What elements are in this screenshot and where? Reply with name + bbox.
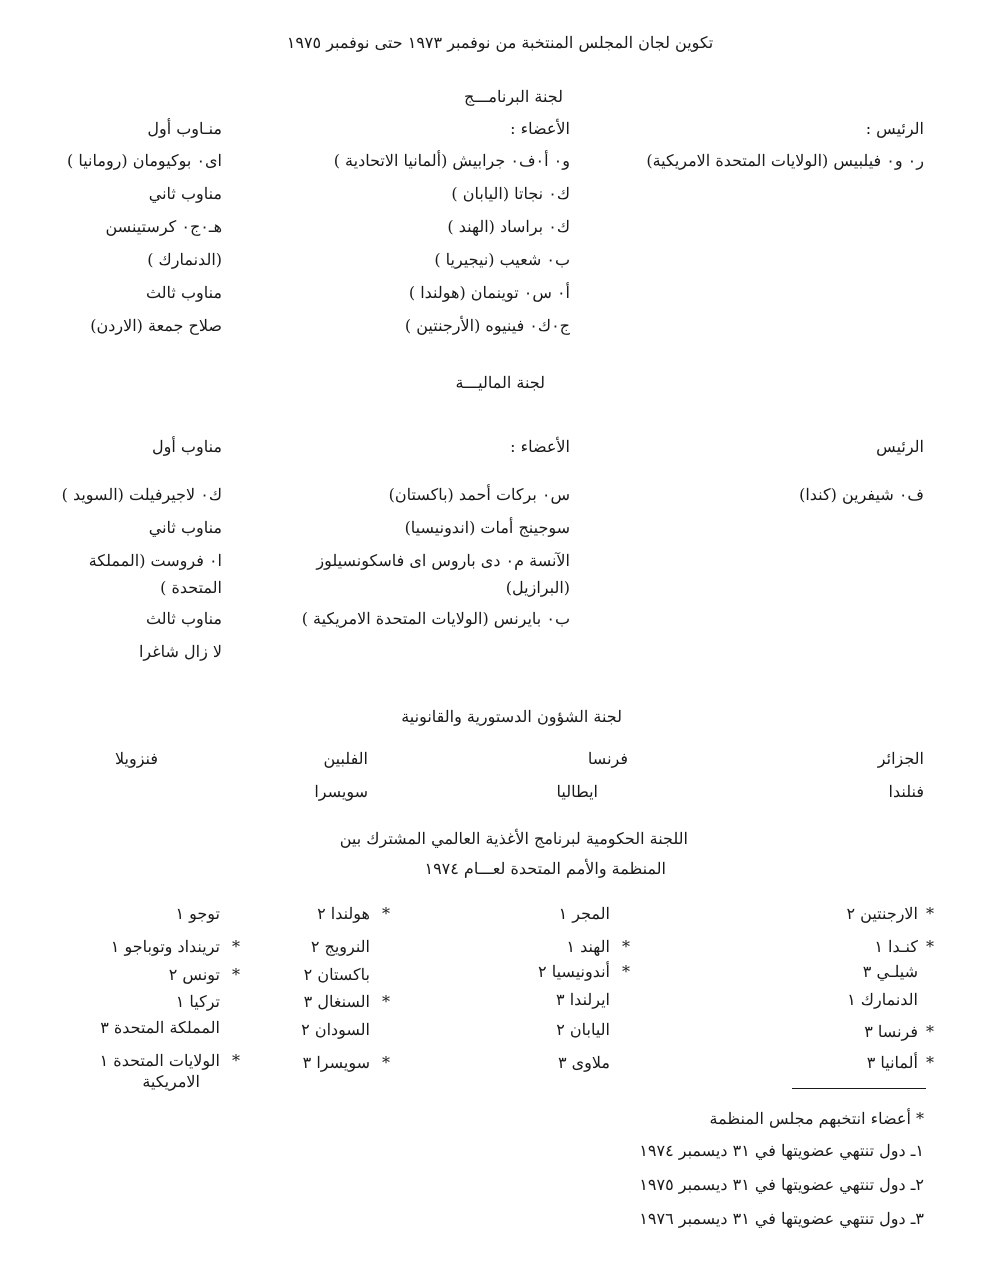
star-marker: * — [926, 937, 934, 956]
footnote-note: ٣ـ دول تنتهي عضويتها في ٣١ ديسمبر ١٩٧٦ — [639, 1209, 924, 1228]
wfp-member: الامريكية — [142, 1072, 200, 1091]
wfp-heading-line2: المنظمة والأمم المتحدة لعـــام ١٩٧٤ — [424, 859, 666, 878]
star-marker: * — [926, 1053, 934, 1072]
wfp-member: تونس ٢ — [168, 965, 220, 984]
finance-alternate: مناوب أول — [152, 437, 222, 456]
star-marker: * — [382, 1053, 390, 1072]
program-alternate: (الدنمارك ) — [147, 250, 222, 269]
finance-chair-label: الرئيس — [876, 437, 924, 456]
program-member: ك٠ براساد (الهند ) — [447, 217, 570, 236]
legal-member: الفلبين — [323, 749, 368, 768]
legal-committee-heading: لجنة الشؤون الدستورية والقانونية — [401, 707, 622, 726]
star-marker: * — [232, 965, 240, 984]
wfp-member: ألمانيا ٣ — [866, 1053, 918, 1072]
finance-alternate: المتحدة ) — [160, 578, 222, 597]
wfp-member: اليابان ٢ — [556, 1020, 610, 1039]
finance-alternate: مناوب ثاني — [148, 518, 222, 537]
program-alternate: اى٠ بوكيومان (رومانيا ) — [67, 151, 222, 170]
finance-member: سوجينج أمات (اندونيسيا) — [404, 518, 570, 537]
wfp-member: هولندا ٢ — [317, 904, 370, 923]
wfp-member: السنغال ٣ — [303, 992, 370, 1011]
wfp-member: النرويج ٢ — [310, 937, 370, 956]
finance-committee-heading: لجنة الماليـــة — [455, 373, 545, 392]
legal-member: فرنسا — [587, 749, 628, 768]
wfp-member: أندونيسيا ٢ — [538, 962, 610, 981]
program-member: و٠ أ٠ف٠ جرابيش (ألمانيا الاتحادية ) — [333, 151, 570, 170]
program-alternate: منـاوب أول — [147, 119, 222, 138]
wfp-member: كنـدا ١ — [874, 937, 918, 956]
wfp-member: الهند ١ — [566, 937, 610, 956]
wfp-member: الدنمارك ١ — [847, 990, 918, 1009]
finance-alternate: لا زال شاغرا — [138, 642, 222, 661]
finance-members-label: الأعضاء : — [510, 437, 570, 456]
program-member: ج٠ك٠ فينيوه (الأرجنتين ) — [404, 316, 570, 335]
wfp-member: ترينداد وتوباجو ١ — [110, 937, 220, 956]
program-member: ب٠ شعيب (نيجيريا ) — [434, 250, 570, 269]
wfp-member: السودان ٢ — [301, 1020, 370, 1039]
star-marker: * — [926, 904, 934, 923]
legal-member: فنزويلا — [114, 749, 158, 768]
page-title: تكوين لجان المجلس المنتخبة من نوفمبر ١٩٧٣ حتى نوفمبر ١٩٧٥ — [286, 33, 714, 52]
finance-chair: ف٠ شيفرين (كندا) — [799, 485, 924, 504]
program-alternate: مناوب ثالث — [145, 283, 222, 302]
finance-member: الآنسة م٠ دى باروس اى فاسكونسيلوز — [316, 551, 570, 570]
footnote-star-note: * أعضاء انتخبهم مجلس المنظمة — [709, 1109, 924, 1128]
wfp-member: ملاوى ٣ — [557, 1053, 610, 1072]
program-chair-label: الرئيس : — [865, 119, 924, 138]
wfp-member: المجر ١ — [558, 904, 610, 923]
finance-alternate: ك٠ لاجيرفيلت (السويد ) — [61, 485, 222, 504]
star-marker: * — [382, 992, 390, 1011]
finance-member: س٠ بركات أحمد (باكستان) — [388, 485, 570, 504]
wfp-member: تركيا ١ — [175, 992, 220, 1011]
legal-member: فنلندا — [888, 782, 924, 801]
finance-member: ب٠ بايرنس (الولايات المتحدة الامريكية ) — [301, 609, 570, 628]
program-members-label: الأعضاء : — [510, 119, 570, 138]
wfp-member: باكستان ٢ — [303, 965, 370, 984]
program-member: أ٠ س٠ توينمان (هولندا ) — [408, 283, 570, 302]
wfp-member: ايرلندا ٣ — [556, 990, 610, 1009]
star-marker: * — [382, 904, 390, 923]
legal-member: سويسرا — [314, 782, 368, 801]
footnote-divider — [792, 1088, 926, 1089]
wfp-member: توجو ١ — [175, 904, 220, 923]
finance-alternate: مناوب ثالث — [145, 609, 222, 628]
legal-member: الجزائر — [877, 749, 924, 768]
wfp-member: الارجنتين ٢ — [846, 904, 918, 923]
star-marker: * — [622, 962, 630, 981]
star-marker: * — [926, 1022, 934, 1041]
program-alternate: مناوب ثاني — [148, 184, 222, 203]
program-chair: ر٠ و٠ فيلبيس (الولايات المتحدة الامريكية) — [646, 151, 924, 170]
program-alternate: هـ٠ج٠ كرستينسن — [105, 217, 222, 236]
program-member: ك٠ نجاتا (اليابان ) — [451, 184, 570, 203]
wfp-heading-line1: اللجنة الحكومية لبرنامج الأغذية العالمي المشترك بين — [339, 829, 688, 848]
wfp-member: شيلـي ٣ — [862, 962, 918, 981]
star-marker: * — [232, 1051, 240, 1070]
footnote-note: ١ـ دول تنتهي عضويتها في ٣١ ديسمبر ١٩٧٤ — [639, 1141, 924, 1160]
wfp-member: الولايات المتحدة ١ — [99, 1051, 220, 1070]
star-marker: * — [622, 937, 630, 956]
program-committee-heading: لجنة البرنامـــج — [464, 87, 563, 106]
footnote-note: ٢ـ دول تنتهي عضويتها في ٣١ ديسمبر ١٩٧٥ — [639, 1175, 924, 1194]
star-marker: * — [232, 937, 240, 956]
wfp-member: سويسرا ٣ — [302, 1053, 370, 1072]
program-alternate: صلاح جمعة (الاردن) — [90, 316, 222, 335]
legal-member: ايطاليا — [556, 782, 598, 801]
finance-alternate: ا٠ فروست (المملكة — [88, 551, 222, 570]
finance-member: (البرازيل) — [505, 578, 570, 597]
wfp-member: فرنسا ٣ — [864, 1022, 918, 1041]
wfp-member: المملكة المتحدة ٣ — [100, 1018, 220, 1037]
